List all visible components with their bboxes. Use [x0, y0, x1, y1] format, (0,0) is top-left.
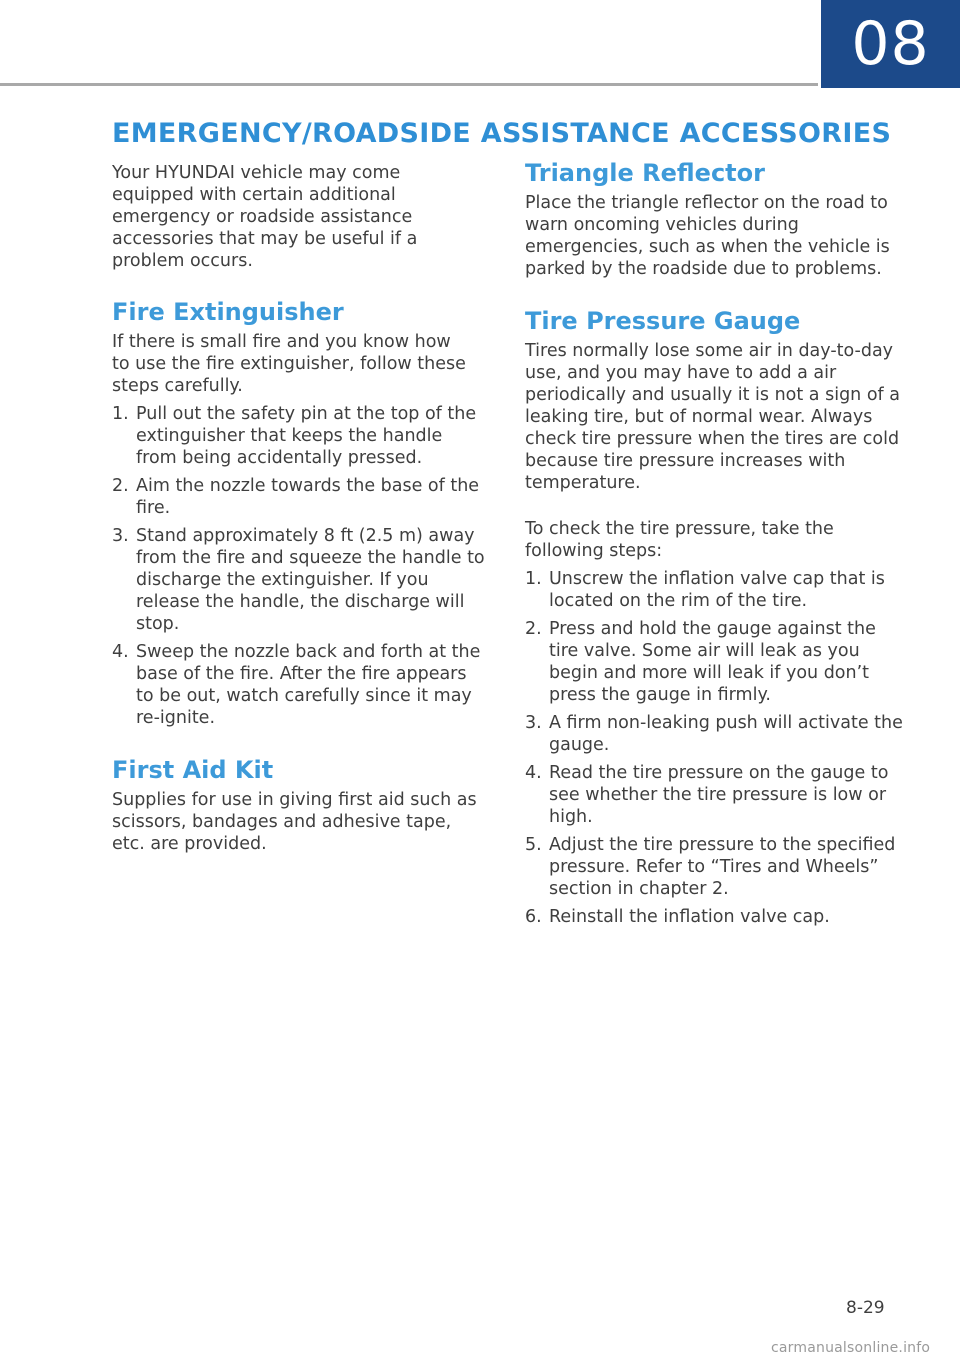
tire-gauge-intro: To check the tire pressure, take the following steps:	[525, 519, 834, 561]
watermark-link[interactable]: carmanualsonline.info	[771, 1340, 931, 1356]
list-item: 2. Aim the nozzle towards the base of the fire.	[112, 476, 480, 518]
fire-extinguisher-title: Fire Extinguisher	[112, 298, 344, 326]
list-item: 3. Stand approximately 8 ft (2.5 m) away from the fire and squeeze the handle to discharge the extinguisher. If you release the handle, the discharge will stop.	[112, 526, 485, 634]
right-column	[525, 159, 905, 928]
list-item: 2. Press and hold the gauge against the tire valve. Some air will leak as you begin and more will leak if you don’t press the gauge in firmly.	[525, 619, 876, 705]
list-item: 1. Pull out the safety pin at the top of the extinguisher that keeps the handle from being accidentally pressed.	[112, 404, 477, 468]
first-aid-title: First Aid Kit	[112, 756, 274, 784]
page-heading: EMERGENCY/ROADSIDE ASSISTANCE ACCESSORIES	[112, 118, 892, 149]
triangle-reflector-title: Triangle Reflector	[525, 159, 765, 187]
list-item: 4. Read the tire pressure on the gauge to see whether the tire pressure is low or high.	[525, 763, 889, 827]
header-rule	[0, 83, 818, 86]
list-item: 4. Sweep the nozzle back and forth at the base of the fire. After the fire appears to be out, watch carefully since it may re-ignite.	[112, 642, 481, 728]
chapter-tab: 08	[821, 0, 960, 88]
triangle-reflector-body: Place the triangle reflector on the road to warn oncoming vehicles during emergencies, such as when the vehicle is parked by the roadside due to problems.	[525, 193, 890, 279]
tire-gauge-title: Tire Pressure Gauge	[525, 307, 801, 335]
list-item: 1. Unscrew the inflation valve cap that is located on the rim of the tire.	[525, 569, 885, 611]
left-column	[112, 162, 487, 855]
list-item: 6. Reinstall the inflation valve cap.	[525, 907, 830, 927]
fire-extinguisher-intro: If there is small fire and you know how to use the fire extinguisher, follow these steps carefully.	[112, 332, 466, 396]
intro-paragraph: Your HYUNDAI vehicle may come equipped with certain additional emergency or roadside assistance accessories that may be useful if a problem occurs.	[112, 163, 418, 271]
page-number: 8-29	[846, 1298, 885, 1318]
tire-gauge-body: Tires normally lose some air in day-to-day use, and you may have to add a air periodically and usually it is not a sign of a leaking tire, but of normal wear. Always check tire pressure when the tires are cold because tire pressure increases with temperature.	[525, 341, 900, 493]
list-item: 5. Adjust the tire pressure to the specified pressure. Refer to “Tires and Wheels” section in chapter 2.	[525, 835, 896, 899]
fire-extinguisher-steps	[112, 403, 487, 729]
tire-gauge-steps	[525, 568, 905, 928]
list-item: 3. A firm non-leaking push will activate the gauge.	[525, 713, 903, 755]
first-aid-body: Supplies for use in giving first aid such as scissors, bandages and adhesive tape, etc. are provided.	[112, 790, 477, 854]
